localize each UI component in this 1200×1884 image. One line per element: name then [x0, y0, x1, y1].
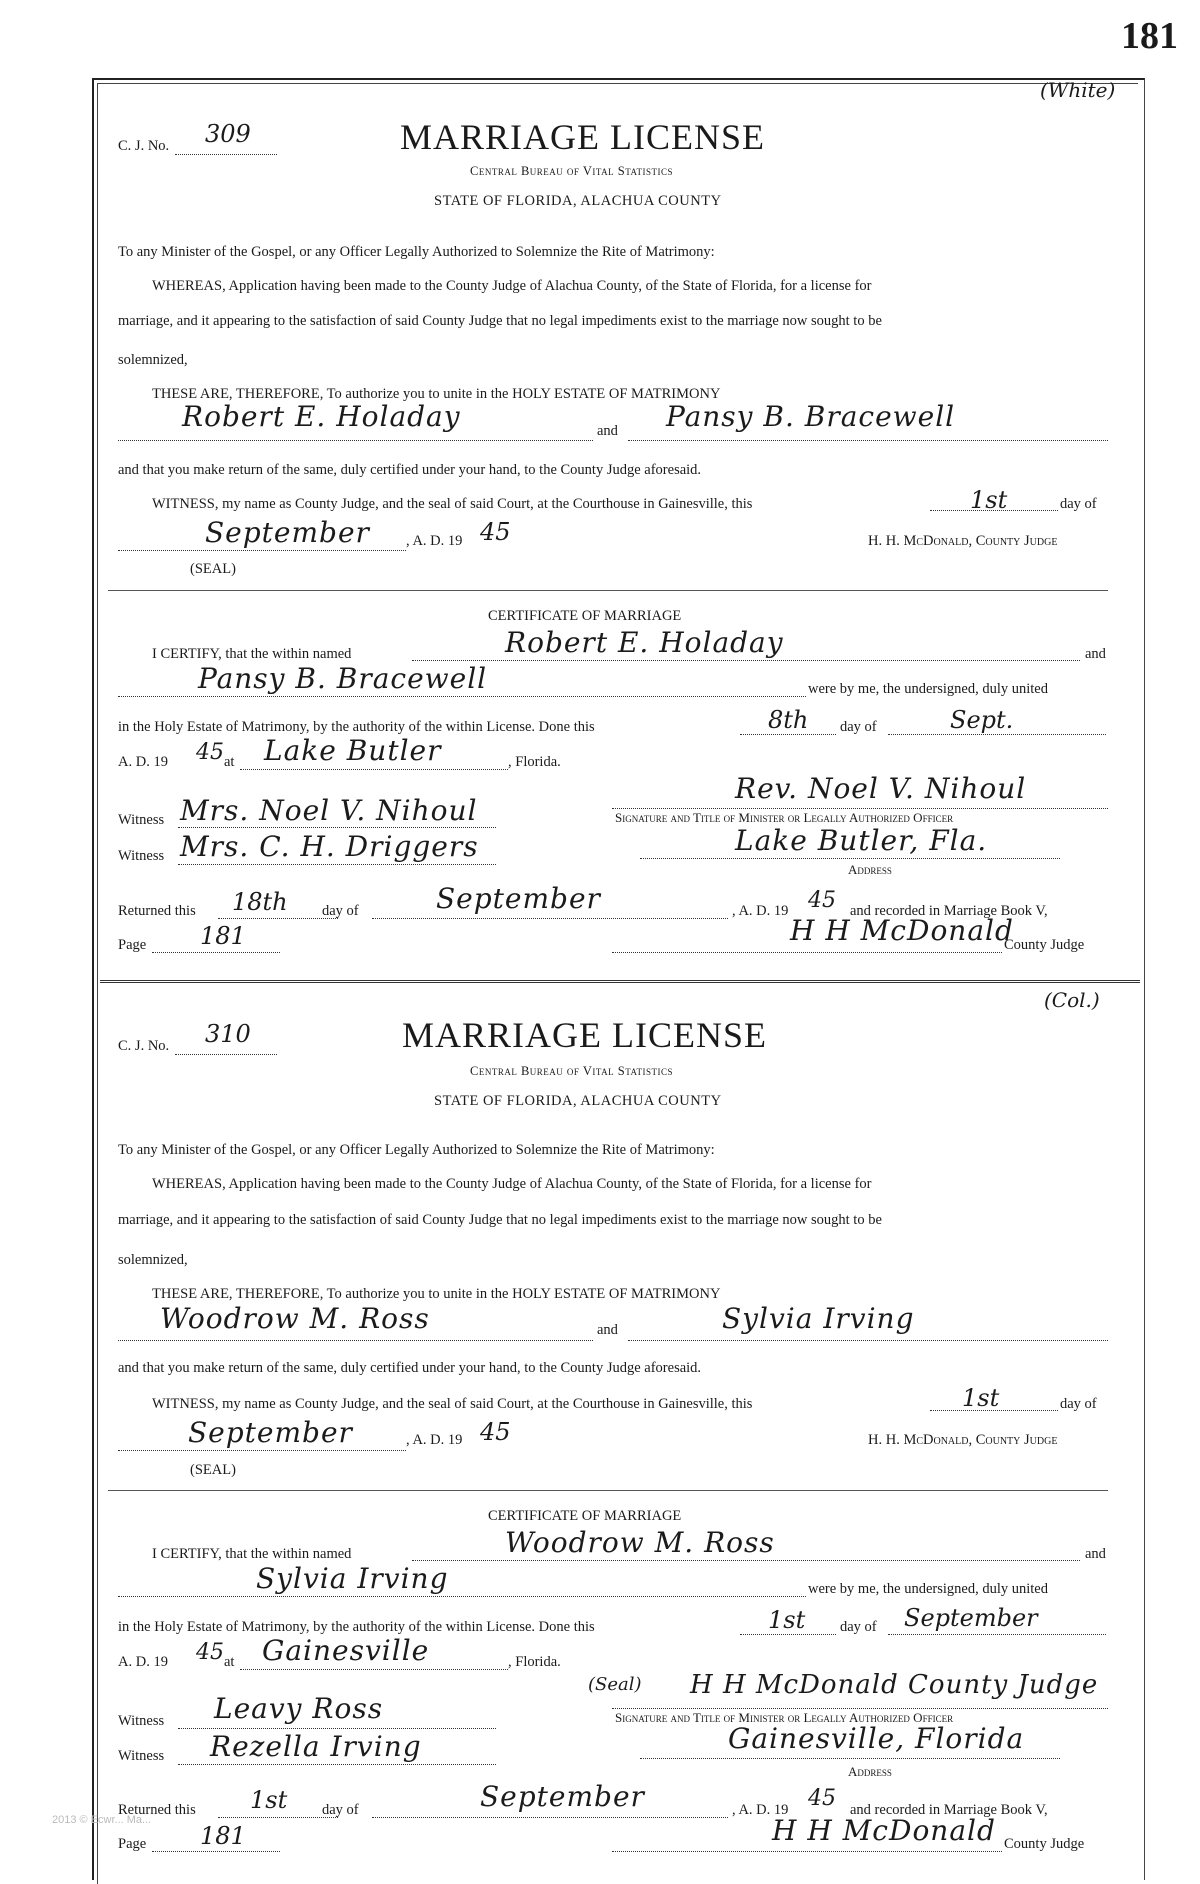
record-divider — [100, 980, 1140, 983]
witness-2: Rezella Irving — [210, 1730, 422, 1763]
state-line: STATE OF FLORIDA, ALACHUA COUNTY — [434, 1093, 722, 1109]
done-month: Sept. — [950, 706, 1014, 734]
witness-1: Mrs. Noel V. Nihoul — [180, 794, 478, 827]
cert-bride: Pansy B. Bracewell — [198, 662, 488, 695]
signature-title: Signature and Title of Minister or Legally Authorized Officer — [615, 810, 954, 825]
cj-label: C. J. No. — [118, 138, 170, 154]
cert-bride: Sylvia Irving — [256, 1562, 449, 1595]
done-year: 45 — [196, 740, 224, 765]
witness-2: Mrs. C. H. Driggers — [180, 830, 479, 863]
cert-title: CERTIFICATE OF MARRIAGE — [488, 608, 682, 624]
cj-number: 310 — [205, 1020, 251, 1048]
address-label: Address — [848, 1764, 892, 1779]
officer-address: Gainesville, Florida — [728, 1722, 1025, 1755]
page-number: 181 — [1121, 15, 1178, 57]
license-title: MARRIAGE LICENSE — [402, 1015, 767, 1055]
whereas-3: solemnized, — [118, 352, 188, 368]
groom-name: Robert E. Holaday — [182, 400, 461, 433]
recorded-line: and recorded in Marriage Book V, — [850, 903, 1048, 919]
done-year: 45 — [196, 1640, 224, 1665]
cj-label: C. J. No. — [118, 1038, 170, 1054]
officer-signature: H H McDonald County Judge — [690, 1670, 1099, 1700]
page-label: Page — [118, 1836, 147, 1852]
returned-month: September — [480, 1780, 645, 1813]
bureau-line: Central Bureau of Vital Statistics — [470, 164, 673, 178]
license-month: September — [188, 1416, 353, 1449]
and-label: and — [1085, 1546, 1106, 1562]
returned-year: 45 — [808, 1786, 836, 1811]
cj-number: 309 — [205, 120, 251, 148]
signature-title: Signature and Title of Minister or Legally Authorized Officer — [615, 1710, 954, 1725]
returned-year: 45 — [808, 888, 836, 913]
bureau-line: Central Bureau of Vital Statistics — [470, 1064, 673, 1078]
whereas-3: solemnized, — [118, 1252, 188, 1268]
license-month: September — [205, 516, 370, 549]
ad-label: A. D. 19 — [118, 1654, 168, 1670]
whereas-1: WHEREAS, Application having been made to the County Judge of Alachua County, of the State of Florida, for a license for — [152, 278, 872, 294]
and-label: and — [1085, 646, 1106, 662]
witness-label-2: Witness — [118, 1748, 165, 1764]
returned-day: 1st — [250, 1786, 288, 1814]
witness-1: Leavy Ross — [214, 1692, 384, 1725]
place: Gainesville — [262, 1634, 430, 1667]
returned-month: September — [436, 882, 601, 915]
address-line: To any Minister of the Gospel, or any Officer Legally Authorized to Solemnize the Rite of Matrimony: — [118, 244, 715, 260]
license-title: MARRIAGE LICENSE — [400, 117, 765, 157]
page-label: Page — [118, 937, 147, 953]
ad-label: A. D. 19 — [118, 754, 168, 770]
book-page: 181 — [200, 1822, 246, 1850]
watermark: 2013 © Ecwr... Ma... — [52, 1814, 152, 1826]
county-judge-label: County Judge — [1004, 1836, 1085, 1852]
returned-label: Returned this — [118, 903, 196, 919]
certify-line: I CERTIFY, that the within named — [152, 1546, 352, 1562]
day-of: day of — [322, 1802, 359, 1818]
florida-label: , Florida. — [508, 754, 561, 770]
day-of: day of — [840, 1619, 877, 1635]
were-by-me: were by me, the undersigned, duly united — [808, 1581, 1048, 1597]
were-by-me: were by me, the undersigned, duly united — [808, 681, 1048, 697]
certify-line: I CERTIFY, that the within named — [152, 646, 352, 662]
groom-name: Woodrow M. Ross — [160, 1302, 430, 1335]
county-judge-label: County Judge — [1004, 937, 1085, 953]
book-page: 181 — [200, 922, 246, 950]
bride-name: Pansy B. Bracewell — [666, 400, 956, 433]
whereas-2: marriage, and it appearing to the satisfaction of said County Judge that no legal impediments exist to the marriage now sought to be — [118, 313, 882, 329]
address-line: To any Minister of the Gospel, or any Officer Legally Authorized to Solemnize the Rite of Matrimony: — [118, 1142, 715, 1158]
county-judge-name: H. H. McDonald, County Judge — [868, 1432, 1058, 1448]
done-day: 1st — [768, 1606, 806, 1634]
returned-label: Returned this — [118, 1802, 196, 1818]
license-year: 45 — [480, 518, 511, 546]
ad-19: , A. D. 19 — [406, 533, 463, 549]
day-of: day of — [1060, 496, 1097, 512]
bride-name: Sylvia Irving — [722, 1302, 915, 1335]
officer-signature: Rev. Noel V. Nihoul — [735, 772, 1027, 805]
race-note: (White) — [1040, 78, 1116, 102]
seal-label: (SEAL) — [190, 561, 236, 577]
therefore-line: THESE ARE, THEREFORE, To authorize you to unite in the HOLY ESTATE OF MATRIMONY — [152, 386, 721, 402]
witness-label-1: Witness — [118, 812, 165, 828]
race-note: (Col.) — [1044, 988, 1100, 1012]
witness-line: WITNESS, my name as County Judge, and the seal of said Court, at the Courthouse in Gainesville, this — [152, 496, 753, 512]
license-day: 1st — [970, 486, 1008, 514]
done-month: September — [904, 1604, 1038, 1632]
witness-label-1: Witness — [118, 1713, 165, 1729]
cert-groom: Woodrow M. Ross — [505, 1526, 775, 1559]
florida-label: , Florida. — [508, 1654, 561, 1670]
day-of: day of — [1060, 1396, 1097, 1412]
return-line: and that you make return of the same, duly certified under your hand, to the County Judge aforesaid. — [118, 462, 702, 478]
place: Lake Butler — [264, 734, 442, 767]
recorded-line: and recorded in Marriage Book V, — [850, 1802, 1048, 1818]
judge-signature: H H McDonald — [772, 1814, 996, 1847]
day-of: day of — [322, 903, 359, 919]
whereas-1: WHEREAS, Application having been made to the County Judge of Alachua County, of the State of Florida, for a license for — [152, 1176, 872, 1192]
ad-19: , A. D. 19 — [406, 1432, 463, 1448]
seal-label: (SEAL) — [190, 1462, 236, 1478]
whereas-2: marriage, and it appearing to the satisfaction of said County Judge that no legal impediments exist to the marriage now sought to be — [118, 1212, 882, 1228]
holy-estate-line: in the Holy Estate of Matrimony, by the authority of the within License. Done this — [118, 1619, 595, 1635]
at-label: at — [224, 754, 235, 770]
address-label: Address — [848, 862, 892, 877]
cert-title: CERTIFICATE OF MARRIAGE — [488, 1508, 682, 1524]
ad-label: , A. D. 19 — [732, 903, 789, 919]
county-judge-name: H. H. McDonald, County Judge — [868, 533, 1058, 549]
return-line: and that you make return of the same, duly certified under your hand, to the County Judge aforesaid. — [118, 1360, 702, 1376]
seal-mark: (Seal) — [588, 1674, 642, 1695]
license-year: 45 — [480, 1418, 511, 1446]
done-day: 8th — [768, 706, 809, 734]
and-label: and — [597, 1322, 618, 1338]
state-line: STATE OF FLORIDA, ALACHUA COUNTY — [434, 193, 722, 209]
day-of: day of — [840, 719, 877, 735]
witness-label-2: Witness — [118, 848, 165, 864]
judge-signature: H H McDonald — [790, 914, 1014, 947]
returned-day: 18th — [232, 888, 288, 916]
license-day: 1st — [962, 1384, 1000, 1412]
at-label: at — [224, 1654, 235, 1670]
holy-estate-line: in the Holy Estate of Matrimony, by the authority of the within License. Done this — [118, 719, 595, 735]
witness-line: WITNESS, my name as County Judge, and the seal of said Court, at the Courthouse in Gainesville, this — [152, 1396, 753, 1412]
officer-address: Lake Butler, Fla. — [735, 824, 988, 857]
therefore-line: THESE ARE, THEREFORE, To authorize you to unite in the HOLY ESTATE OF MATRIMONY — [152, 1286, 721, 1302]
ad-label: , A. D. 19 — [732, 1802, 789, 1818]
and-label: and — [597, 423, 618, 439]
cert-groom: Robert E. Holaday — [505, 626, 784, 659]
